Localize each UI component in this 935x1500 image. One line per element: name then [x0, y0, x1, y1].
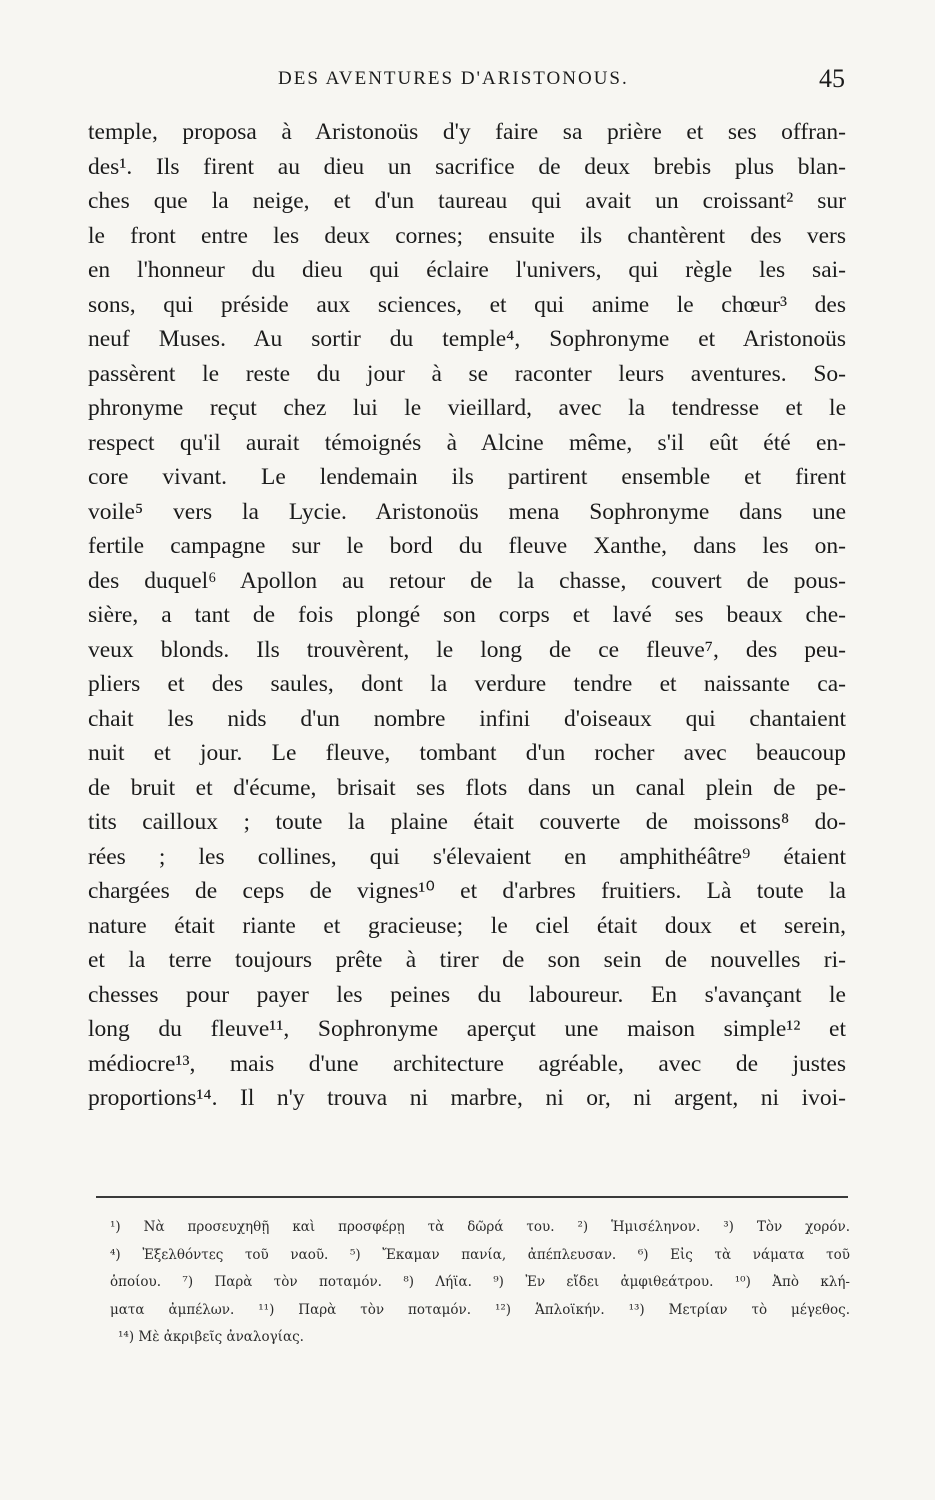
text-line: nuit et jour. Le fleuve, tombant d'un rocher avec beaucoup	[88, 740, 846, 766]
main-text	[88, 115, 846, 1116]
running-title: DES AVENTURES D'ARISTONOUS.	[278, 68, 629, 89]
text-line: neuf Muses. Au sortir du temple⁴, Sophronyme et Aristonoüs	[88, 326, 846, 352]
text-line: médiocre¹³, mais d'une architecture agréable, avec de justes	[88, 1050, 846, 1077]
text-line: proportions¹⁴. Il n'y trouva ni marbre, ni or, ni argent, ni ivoi-	[88, 1085, 846, 1111]
text-line: des¹. Ils firent au dieu un sacrifice de deux brebis plus blan-	[88, 153, 846, 180]
text-line: veux blonds. Ils trouvèrent, le long de ce fleuve⁷, des peu-	[88, 636, 846, 663]
footnote-line: ⁴) Ἐξελθόντες τοῦ ναοῦ. ⁵) Ἔκαμαν πανία, ἀπέπλευσαν. ⁶) Εἰς τὰ νάματα τοῦ	[110, 1246, 850, 1263]
text-line: en l'honneur du dieu qui éclaire l'univers, qui règle les sai-	[88, 257, 846, 283]
text-line: chargées de ceps de vignes¹⁰ et d'arbres fruitiers. Là toute la	[88, 878, 846, 904]
text-line: passèrent le reste du jour à se raconter leurs aventures. So-	[88, 360, 846, 387]
footnote-line: ¹⁴) Μὲ ἀκριβεῖς ἀναλογίας.	[118, 1329, 304, 1345]
text-line: chait les nids d'un nombre infini d'oiseaux qui chantaient	[88, 705, 846, 732]
text-line: le front entre les deux cornes; ensuite ils chantèrent des vers	[88, 222, 846, 249]
text-line: rées ; les collines, qui s'élevaient en amphithéâtre⁹ étaient	[88, 843, 846, 870]
page-header	[88, 64, 845, 98]
text-line: des duquel⁶ Apollon au retour de la chasse, couvert de pous-	[88, 567, 846, 594]
text-line: nature était riante et gracieuse; le ciel était doux et serein,	[88, 912, 846, 939]
footnotes	[110, 1214, 850, 1352]
text-line: sons, qui préside aux sciences, et qui anime le chœur³ des	[88, 291, 846, 318]
text-line: de bruit et d'écume, brisait ses flots dans un canal plein de pe-	[88, 774, 846, 801]
footnote-line: ¹) Νὰ προσευχηθῇ καὶ προσφέρῃ τὰ δῶρά του. ²) Ἡμισέληνον. ³) Τὸν χορόν.	[110, 1219, 850, 1235]
footnote-line: ματα ἀμπέλων. ¹¹) Παρὰ τὸν ποταμόν. ¹²) Ἁπλοϊκήν. ¹³) Μετρίαν τὸ μέγεθος.	[110, 1301, 850, 1318]
text-line: temple, proposa à Aristonoüs d'y faire sa prière et ses offran-	[88, 119, 846, 145]
page-number: 45	[819, 64, 845, 93]
text-line: sière, a tant de fois plongé son corps et lavé ses beaux che-	[88, 602, 846, 628]
footnote-line: ὁποίου. ⁷) Παρὰ τὸν ποταμόν. ⁸) Λήϊα. ⁹) Ἐν εἴδει ἀμφιθεάτρου. ¹⁰) Ἀπὸ κλή-	[110, 1274, 850, 1290]
text-line: pliers et des saules, dont la verdure tendre et naissante ca-	[88, 671, 846, 697]
text-line: core vivant. Le lendemain ils partirent ensemble et firent	[88, 464, 846, 490]
text-line: respect qu'il aurait témoignés à Alcine même, s'il eût été en-	[88, 429, 846, 456]
text-line: ches que la neige, et d'un taureau qui avait un croissant² sur	[88, 188, 846, 214]
text-line: tits cailloux ; toute la plaine était couverte de moissons⁸ do-	[88, 809, 846, 835]
footnote-divider	[96, 1196, 848, 1198]
text-line: voile⁵ vers la Lycie. Aristonoüs mena Sophronyme dans une	[88, 498, 846, 525]
text-line: chesses pour payer les peines du laboureur. En s'avançant le	[88, 981, 846, 1008]
text-line: phronyme reçut chez lui le vieillard, avec la tendresse et le	[88, 395, 846, 421]
text-line: et la terre toujours prête à tirer de son sein de nouvelles ri-	[88, 947, 846, 973]
text-line: long du fleuve¹¹, Sophronyme aperçut une maison simple¹² et	[88, 1016, 846, 1042]
text-line: fertile campagne sur le bord du fleuve Xanthe, dans les on-	[88, 533, 846, 559]
